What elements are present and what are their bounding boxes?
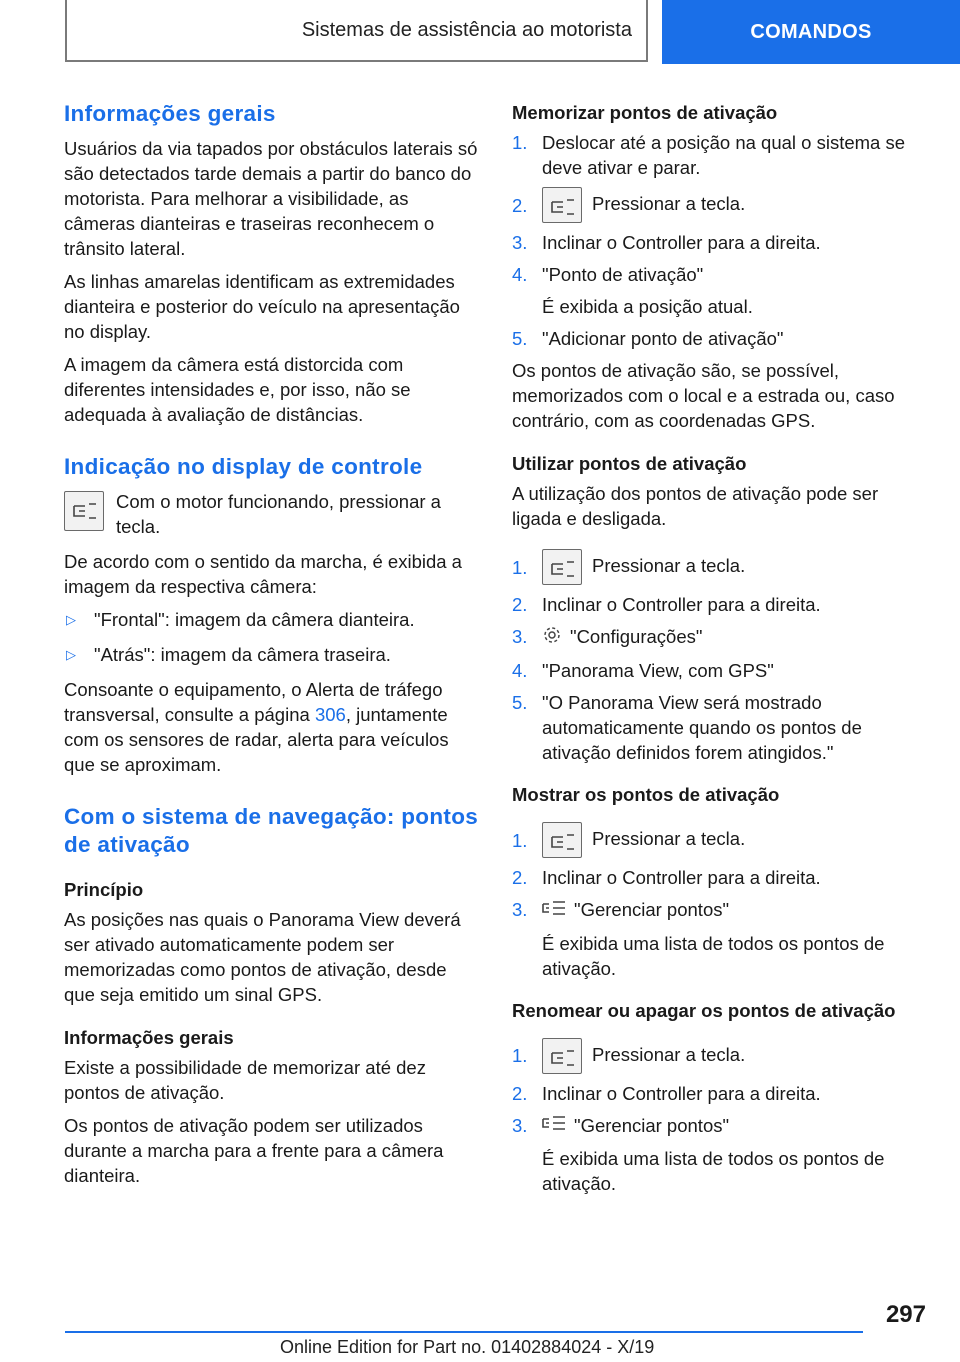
section-heading-display: Indicação no display de controle bbox=[64, 454, 423, 479]
manage-points-icon bbox=[542, 1114, 566, 1139]
list-item: 1. Deslocar até a posição na qual o sistema se deve ativar e parar. bbox=[512, 132, 906, 178]
list-item: 1. Pressionar a tecla. bbox=[512, 549, 932, 585]
page-header bbox=[0, 0, 960, 66]
subheading-use-points: Utilizar pontos de ativação bbox=[512, 453, 747, 474]
list-item: 1. Pressionar a tecla. bbox=[512, 822, 932, 858]
edition-text: Online Edition for Part no. 01402884024 - X/19 bbox=[280, 1337, 655, 1357]
list-item: 2. Pressionar a tecla. bbox=[512, 187, 932, 223]
triangle-bullet-icon: ▷ bbox=[66, 647, 76, 662]
list-item: 5. "Adicionar ponto de ativação" bbox=[512, 328, 784, 349]
paragraph: Consoante o equipamento, o Alerta de tráfego transversal, consulte a página 306, juntamente com os sensores de radar, alerta para veículos que se aproximam. bbox=[64, 679, 449, 775]
chapter-box bbox=[65, 0, 648, 62]
section-heading-general-info: Informações gerais bbox=[64, 101, 276, 126]
list-item: ▷ "Atrás": imagem da câmera traseira. bbox=[66, 644, 391, 665]
chapter-title: Sistemas de assistência ao motorista bbox=[301, 18, 632, 41]
camera-button-icon bbox=[542, 187, 582, 223]
list-item: 5. "O Panorama View será mostrado automaticamente quando os pontos de ativação definidos forem atingidos." bbox=[512, 692, 862, 764]
list-item: 3. Inclinar o Controller para a direita. bbox=[512, 232, 821, 253]
left-column bbox=[64, 100, 480, 1196]
footer-divider bbox=[65, 1331, 863, 1333]
list-item: 3. "Gerenciar pontos" É exibida uma lista de todos os pontos de ativação. bbox=[512, 1114, 885, 1195]
list-item: 3. "Gerenciar pontos" É exibida uma lista de todos os pontos de ativação. bbox=[512, 899, 885, 979]
page-link[interactable]: 306 bbox=[314, 704, 346, 725]
subheading-general-info: Informações gerais bbox=[64, 1027, 234, 1048]
list-item: 4. "Panorama View, com GPS" bbox=[512, 660, 774, 682]
paragraph: A imagem da câmera está distorcida com diferentes intensidades e, por isso, não se adequada à avaliação de distâncias. bbox=[64, 354, 411, 425]
list-item: ▷ "Frontal": imagem da câmera dianteira. bbox=[66, 609, 415, 630]
list-item: 2. Inclinar o Controller para a direita. bbox=[512, 867, 821, 889]
paragraph: A utilização dos pontos de ativação pode ser ligada e desligada. bbox=[512, 483, 879, 529]
list-item: 2. Inclinar o Controller para a direita. bbox=[512, 1082, 821, 1104]
gear-icon bbox=[542, 625, 562, 651]
camera-button-icon bbox=[64, 491, 104, 531]
paragraph: Existe a possibilidade de memorizar até dez pontos de ativação. bbox=[64, 1057, 426, 1103]
list-item: 3. "Configurações" bbox=[512, 624, 932, 651]
paragraph: Os pontos de ativação são, se possível, memorizados com o local e a estrada ou, caso contrário, com as coordenadas GPS. bbox=[512, 360, 895, 431]
paragraph: As linhas amarelas identificam as extremidades dianteira e posterior do veículo na apresentação no display. bbox=[64, 271, 460, 342]
triangle-bullet-icon: ▷ bbox=[66, 612, 76, 627]
page-number: 297 bbox=[885, 1301, 926, 1328]
manage-points-icon bbox=[542, 899, 566, 924]
list-item: 2. Inclinar o Controller para a direita. bbox=[512, 594, 821, 615]
section-tab: COMANDOS bbox=[662, 0, 960, 64]
camera-button-icon bbox=[542, 549, 582, 585]
list-item: 1. Pressionar a tecla. bbox=[512, 1038, 932, 1074]
subheading-rename-points: Renomear ou apagar os pontos de ativação bbox=[512, 999, 896, 1021]
paragraph: As posições nas quais o Panorama View deverá ser ativado automaticamente podem ser memorizadas como pontos de ativação, desde que seja emitido um sinal GPS. bbox=[64, 909, 461, 1005]
key-instruction bbox=[64, 489, 480, 539]
section-heading-navigation: Com o sistema de navegação: pontos de ativação bbox=[64, 804, 479, 857]
paragraph: Usuários da via tapados por obstáculos laterais só são detectados tarde demais a partir do banco do motorista. Para melhorar a visibilidade, as câmeras dianteiras e traseiras reconhecem o trânsito lateral. bbox=[64, 138, 478, 259]
subheading-show-points: Mostrar os pontos de ativação bbox=[512, 784, 780, 806]
camera-button-icon bbox=[542, 822, 582, 858]
paragraph: Os pontos de ativação podem ser utilizados durante a marcha para a frente para a câmera dianteira. bbox=[64, 1115, 444, 1186]
right-column bbox=[512, 100, 932, 1203]
list-item: 4. "Ponto de ativação" É exibida a posição atual. bbox=[512, 264, 753, 317]
paragraph: De acordo com o sentido da marcha, é exibida a imagem da respectiva câmera: bbox=[64, 551, 462, 597]
subheading-store-points: Memorizar pontos de ativação bbox=[512, 102, 778, 123]
subheading-principle: Princípio bbox=[64, 879, 144, 900]
camera-button-icon bbox=[542, 1038, 582, 1074]
instruction-text: Com o motor funcionando, pressionar a tecla. bbox=[116, 491, 441, 537]
